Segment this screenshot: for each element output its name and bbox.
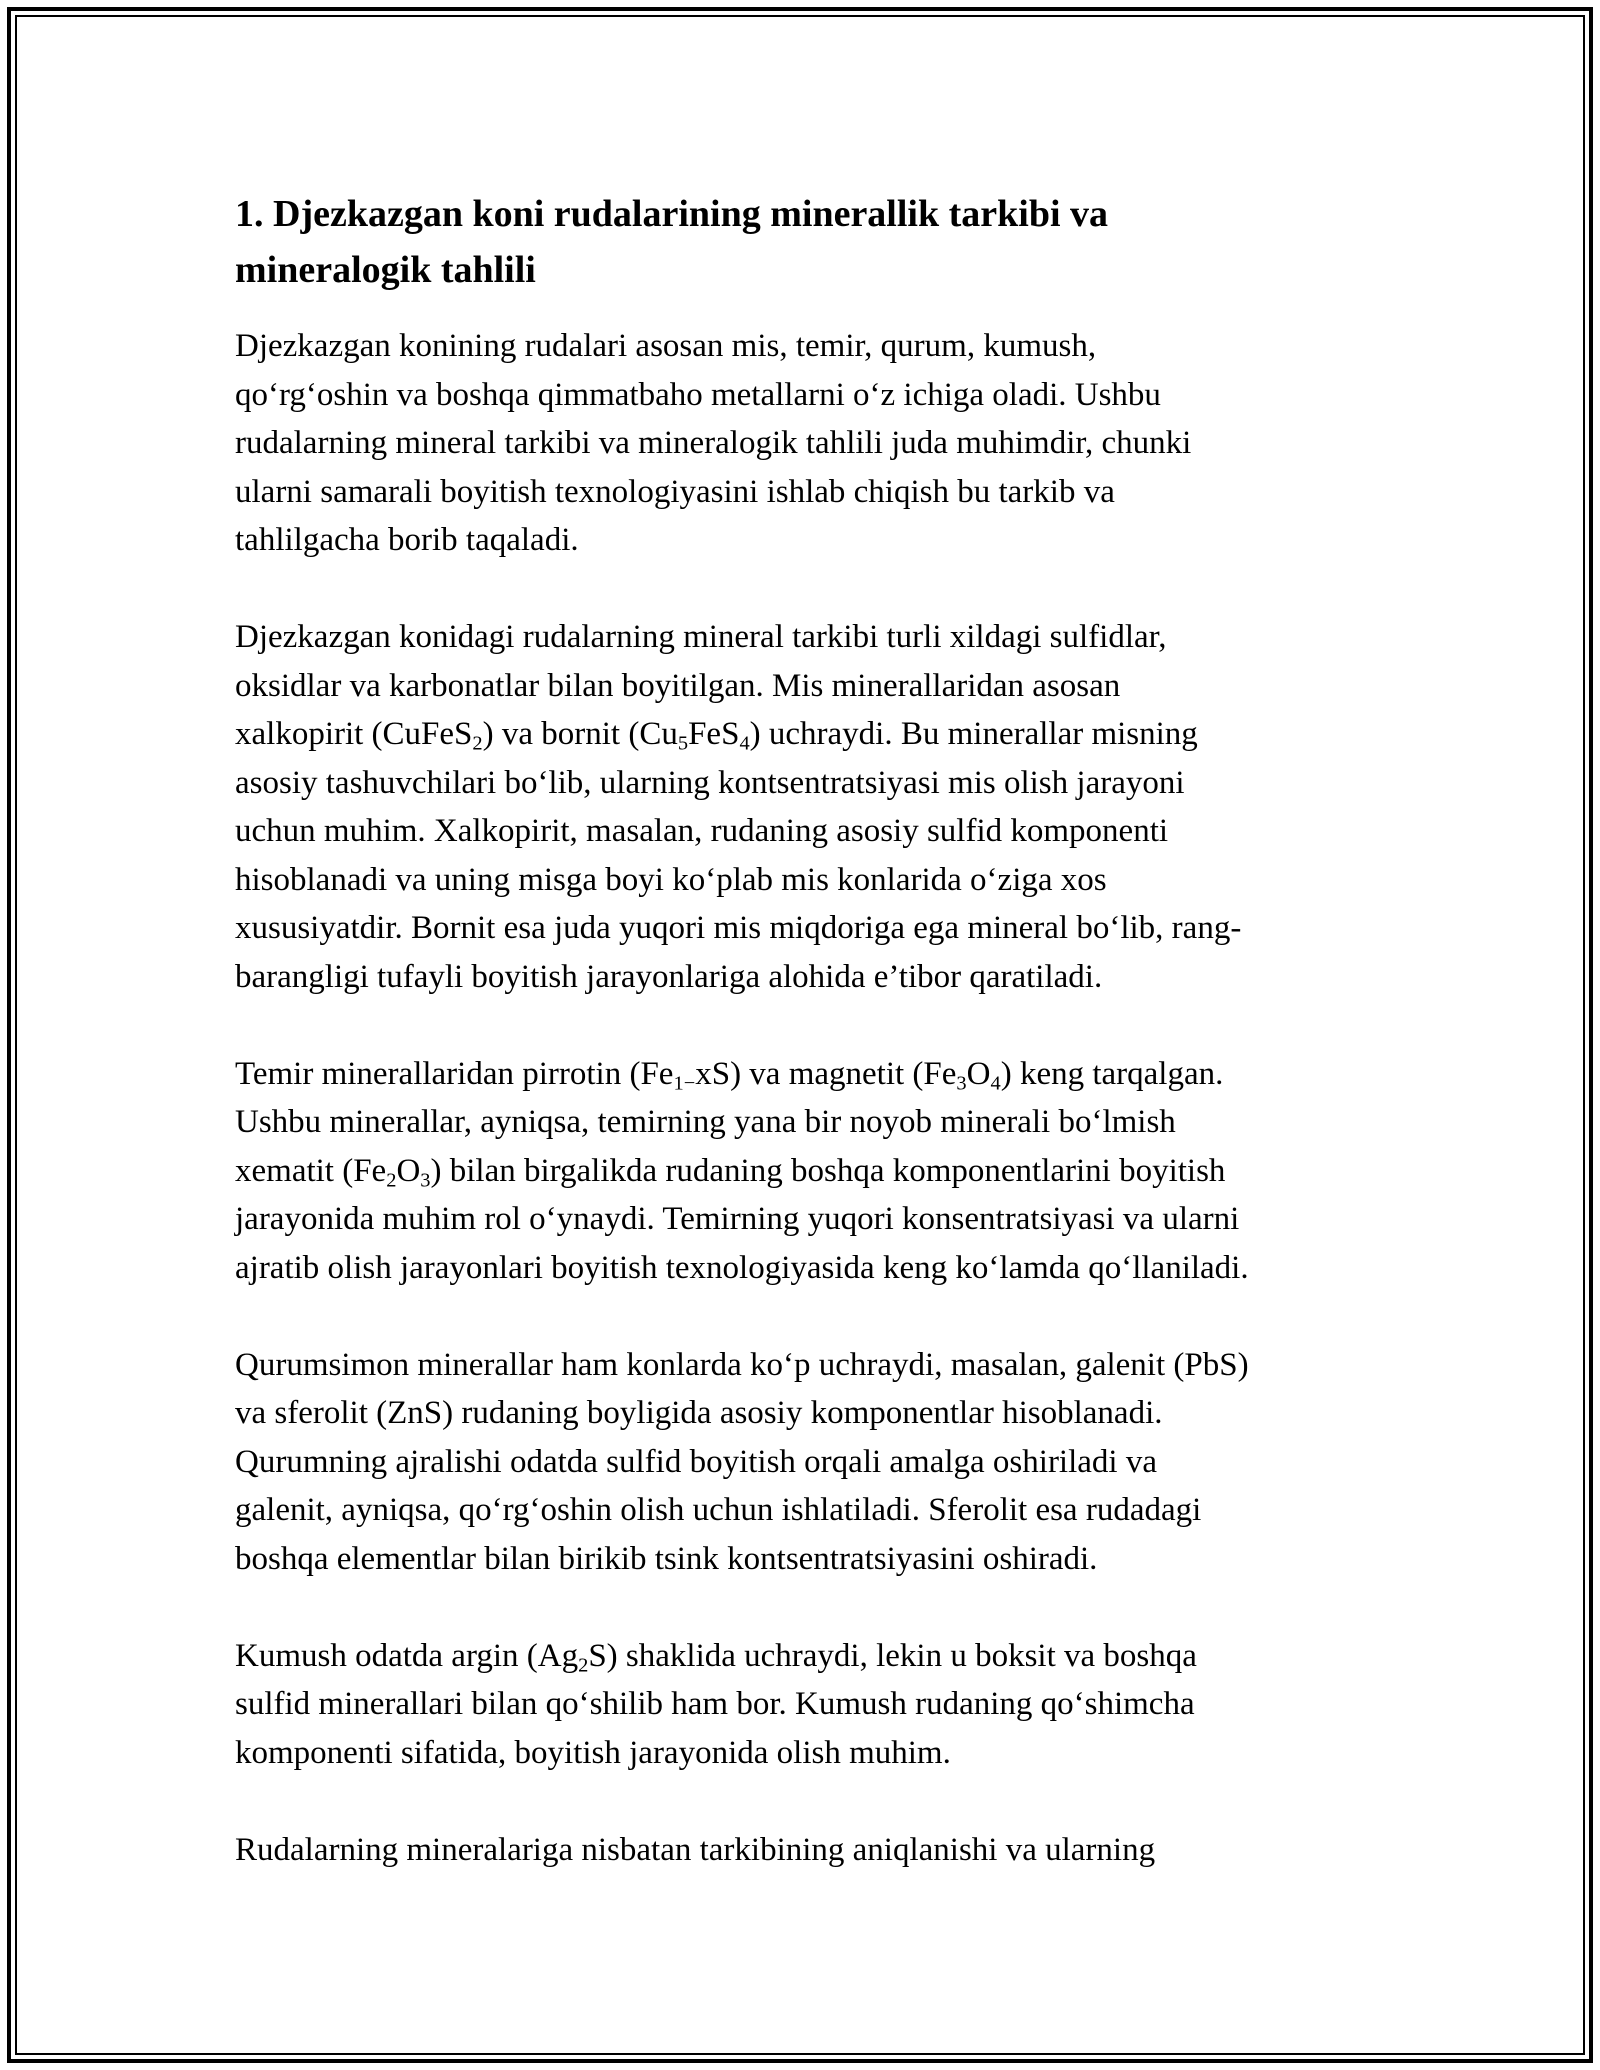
text-line: boshqa elementlar bilan birikib tsink kontsentratsiyasini oshiradi. [235,1540,1098,1577]
paragraph-silver-minerals [235,1632,1375,1778]
text-line [235,1632,1375,1681]
subscript: 2 [472,732,483,755]
text-line: rudalarning mineral tarkibi va mineralogik tahlili juda muhimdir, chunki [235,425,1192,461]
text-line: Qurumsimon minerallar ham konlarda ko‘p uchraydi, masalan, galenit (PbS) [235,1346,1249,1383]
text-line: galenit, ayniqsa, qo‘rg‘oshin olish uchun ishlatiladi. Sferolit esa rudadagi [235,1492,1202,1528]
paragraph-copper-minerals [235,613,1375,1001]
subscript: 2 [578,1654,589,1677]
text-line [235,1050,1375,1099]
paragraph-iron-minerals [235,1050,1375,1293]
text-line: hisoblanadi va uning misga boyi ko‘plab mis konlarida o‘ziga xos [235,861,1107,898]
text-segment: xalkopirit (CuFeS [235,716,473,752]
text-line: ularni samarali boyitish texnologiyasini ishlab chiqish bu tarkib va [235,473,1115,510]
text-segment: O [966,1055,991,1092]
text-segment: Kumush odatda argin (Ag [235,1637,579,1674]
text-line [235,710,1375,759]
subscript: 2 [386,1169,397,1192]
text-segment: O [396,1152,421,1189]
text-segment: FeS [688,716,740,752]
text-segment: xematit (Fe [235,1152,387,1189]
subscript: 3 [420,1169,431,1192]
text-line: Ushbu minerallar, ayniqsa, temirning yana bir noyob minerali bo‘lmish [235,1104,1176,1140]
text-line: jarayonida muhim rol o‘ynaydi. Temirning yuqori konsentratsiyasi va ularni [235,1201,1240,1237]
text-line: va sferolit (ZnS) rudaning boyligida asosiy komponentlar hisoblanadi. [235,1395,1163,1431]
subscript: 4 [990,1072,1001,1095]
text-segment: xS) va magnetit (Fe [695,1055,957,1092]
text-line: asosiy tashuvchilari bo‘lib, ularning kontsentratsiyasi mis olish jarayoni [235,764,1185,801]
text-line [235,1147,1375,1196]
text-line: sulfid minerallari bilan qo‘shilib ham bor. Kumush rudaning qo‘shimcha [235,1686,1195,1722]
subscript: 5 [677,732,689,755]
text-line: uchun muhim. Xalkopirit, masalan, rudaning asosiy sulfid komponenti [235,813,1169,849]
paragraph-conclusion [235,1826,1375,1875]
document-body [235,186,1375,1923]
section-heading [235,186,1375,298]
text-line: qo‘rg‘oshin va boshqa qimmatbaho metallarni o‘z ichiga oladi. Ushbu [235,376,1161,413]
heading-line: mineralogik tahlili [235,249,536,291]
heading-line: 1. Djezkazgan koni rudalarining minerallik tarkibi va [235,193,1109,235]
text-line: oksidlar va karbonatlar bilan boyitilgan. Mis minerallaridan asosan [235,667,1121,704]
text-line: Qurumning ajralishi odatda sulfid boyitish orqali amalga oshiriladi va [235,1443,1157,1480]
text-line: komponenti sifatida, boyitish jarayonida olish muhim. [235,1734,951,1771]
text-segment: ) keng tarqalgan. [1000,1055,1224,1092]
text-segment: S) shaklida uchraydi, lekin u boksit va boshqa [588,1637,1197,1674]
text-segment: Temir minerallaridan pirrotin (Fe [235,1055,674,1092]
text-line: xususiyatdir. Bornit esa juda yuqori mis miqdoriga ega mineral bo‘lib, rang- [235,910,1242,946]
text-segment: ) uchraydi. Bu minerallar misning [749,716,1198,752]
text-line: barangligi tufayli boyitish jarayonlariga alohida e’tibor qaratiladi. [235,958,1103,995]
subscript: 3 [956,1072,967,1095]
text-line: Rudalarning mineralariga nisbatan tarkibining aniqlanishi va ularning [235,1831,1156,1868]
text-segment: ) bilan birgalikda rudaning boshqa komponentlarini boyitish [430,1152,1226,1189]
subscript: 1− [673,1072,696,1095]
paragraph-lead-zinc-minerals [235,1341,1375,1584]
text-line: Djezkazgan konining rudalari asosan mis, temir, qurum, kumush, [235,328,1097,364]
text-line: ajratib olish jarayonlari boyitish texnologiyasida keng ko‘lamda qo‘llaniladi. [235,1249,1249,1286]
paragraph-intro [235,322,1375,565]
text-line: Djezkazgan konidagi rudalarning mineral tarkibi turli xildagi sulfidlar, [235,619,1167,655]
subscript: 4 [739,732,750,755]
text-segment: ) va bornit (Cu [482,716,678,752]
text-line: tahlilgacha borib taqaladi. [235,522,579,558]
